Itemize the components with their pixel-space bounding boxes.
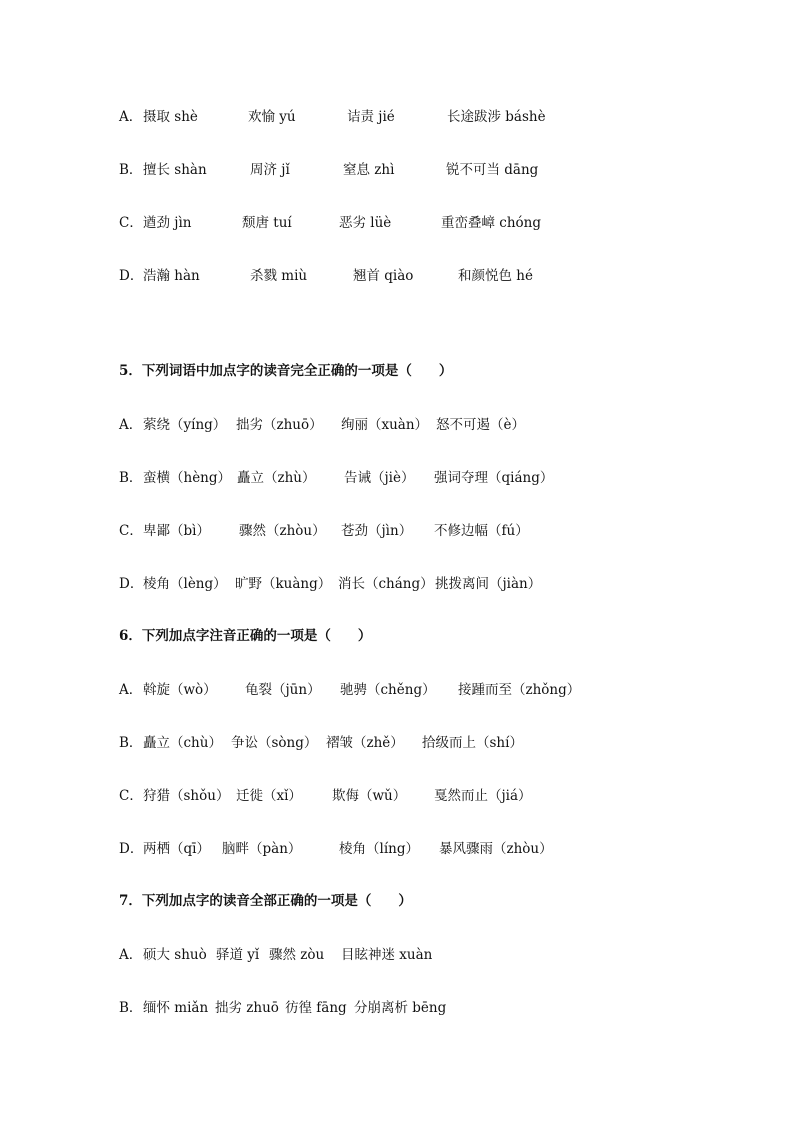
option-item: 驰骋（chěng） (340, 682, 436, 698)
option-item: 翘首 qiào (353, 268, 414, 284)
option-item: 争讼（sòng） (231, 735, 318, 751)
option-label: A． (119, 417, 143, 433)
q4-option-b (119, 160, 759, 180)
option-item: 遒劲 jìn (143, 215, 192, 231)
option-label: C． (119, 215, 143, 231)
q6-option-b (119, 733, 759, 753)
option-item: 彷徨 fāng (285, 1000, 347, 1016)
option-label: A． (119, 109, 143, 125)
q6-option-a (119, 680, 759, 700)
q4-option-d (119, 266, 759, 286)
option-item: 目眩神迷 xuàn (341, 947, 433, 963)
option-item: 龟裂（jūn） (245, 682, 321, 698)
option-item: 矗立（zhù） (237, 470, 316, 486)
option-item: 强词夺理（qiáng） (434, 470, 554, 486)
option-label: B． (119, 1000, 143, 1016)
option-item: 骤然 zòu (269, 947, 325, 963)
option-item: 周济 jǐ (250, 162, 290, 178)
option-item: 缅怀 miǎn (143, 1000, 209, 1016)
option-item: 不修边幅（fú） (434, 523, 529, 539)
option-item: 褶皱（zhě） (326, 735, 404, 751)
option-item: 暴风骤雨（zhòu） (439, 841, 553, 857)
q6-option-c (119, 786, 759, 806)
option-item: 驿道 yǐ (216, 947, 260, 963)
q5-option-b (119, 468, 759, 488)
option-label: C． (119, 788, 143, 804)
option-item: 锐不可当 dāng (446, 162, 539, 178)
q7-option-b (119, 998, 759, 1018)
option-label: D． (119, 268, 144, 284)
q4-option-c (119, 213, 759, 233)
option-label: A． (119, 682, 143, 698)
option-item: 绚丽（xuàn） (341, 417, 429, 433)
option-item: 两栖（qī） (143, 841, 210, 857)
option-label: D． (119, 841, 144, 857)
option-item: 旷野（kuàng） (235, 576, 332, 592)
option-item: 拾级而上（shí） (422, 735, 523, 751)
option-item: 消长（cháng） (338, 576, 434, 592)
option-item: 怒不可遏（è） (436, 417, 525, 433)
option-item: 拙劣 zhuō (215, 1000, 279, 1016)
q4-option-a (119, 107, 759, 127)
option-item: 浩瀚 hàn (143, 268, 200, 284)
q7-option-a (119, 945, 759, 965)
option-item: 告诫（jiè） (344, 470, 415, 486)
option-item: 颓唐 tuí (242, 215, 292, 231)
option-item: 接踵而至（zhǒng） (458, 682, 581, 698)
option-item: 分崩离析 bēng (354, 1000, 447, 1016)
option-item: 恶劣 lüè (339, 215, 392, 231)
option-item: 挑拨离间（jiàn） (435, 576, 542, 592)
option-item: 棱角（lèng） (143, 576, 227, 592)
option-item: 狩猎（shǒu） (143, 788, 230, 804)
option-label: D． (119, 576, 144, 592)
option-item: 拙劣（zhuō） (236, 417, 323, 433)
option-label: C． (119, 523, 143, 539)
option-item: 矗立（chù） (143, 735, 222, 751)
option-item: 迁徙（xǐ） (236, 788, 302, 804)
option-item: 斡旋（wò） (143, 682, 217, 698)
option-item: 戛然而止（jiá） (434, 788, 532, 804)
option-item: 诘责 jié (347, 109, 395, 125)
option-label: B． (119, 735, 143, 751)
option-item: 杀戮 miù (250, 268, 308, 284)
option-item: 欺侮（wǔ） (332, 788, 407, 804)
q5-option-d (119, 574, 759, 594)
option-item: 卑鄙（bì） (143, 523, 210, 539)
option-item: 脑畔（pàn） (222, 841, 302, 857)
option-item: 和颜悦色 hé (458, 268, 533, 284)
question-7-title: 7．下列加点字的读音全部正确的一项是（ ） (119, 893, 412, 909)
question-6-title: 6．下列加点字注音正确的一项是（ ） (119, 628, 372, 644)
option-label: A． (119, 947, 143, 963)
q5-option-c (119, 521, 759, 541)
q6-option-d (119, 839, 759, 859)
option-item: 摄取 shè (143, 109, 198, 125)
option-item: 棱角（líng） (339, 841, 419, 857)
option-label: B． (119, 470, 143, 486)
option-item: 长途跋涉 báshè (447, 109, 546, 125)
option-item: 蛮横（hèng） (143, 470, 232, 486)
option-item: 苍劲（jìn） (341, 523, 413, 539)
option-item: 欢愉 yú (248, 109, 296, 125)
option-item: 擅长 shàn (143, 162, 207, 178)
option-label: B． (119, 162, 143, 178)
q5-option-a (119, 415, 759, 435)
question-5-title: 5．下列词语中加点字的读音完全正确的一项是（ ） (119, 363, 453, 379)
option-item: 窒息 zhì (343, 162, 395, 178)
option-item: 硕大 shuò (143, 947, 207, 963)
option-item: 骤然（zhòu） (239, 523, 326, 539)
option-item: 萦绕（yíng） (143, 417, 227, 433)
option-item: 重峦叠嶂 chóng (441, 215, 542, 231)
